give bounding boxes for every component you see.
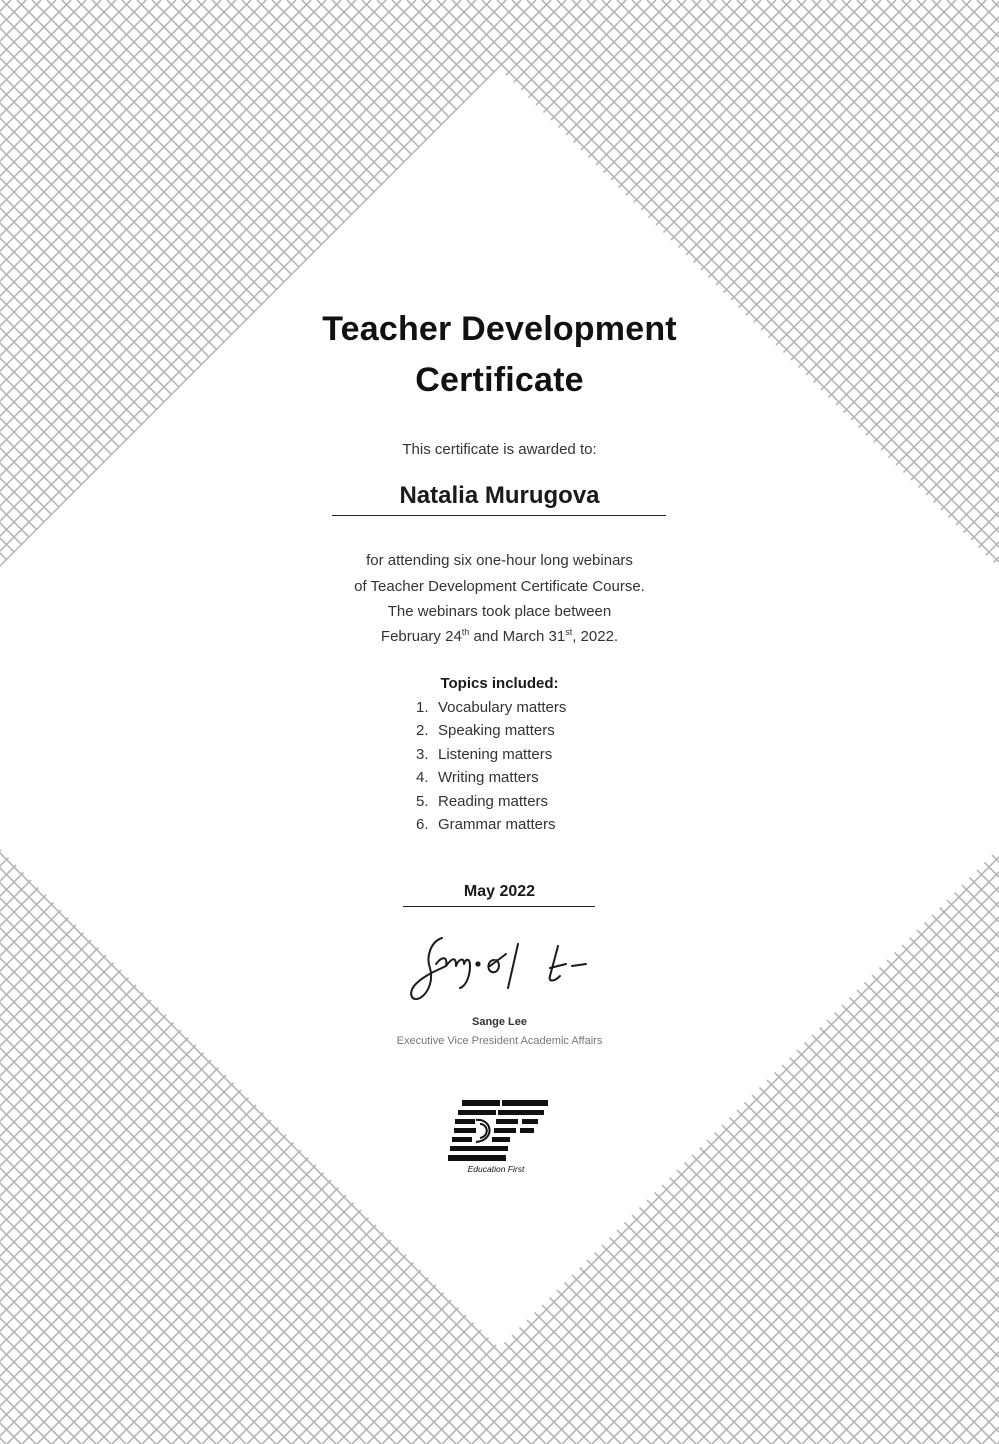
signer-title: Executive Vice President Academic Affairs (396, 1035, 603, 1047)
certificate-title-line1: Teacher Development (322, 310, 677, 348)
recipient-name: Natalia Murugova (399, 482, 600, 509)
topic-number: 3. (416, 746, 429, 763)
date-part: , 2022. (572, 628, 619, 645)
description-date-range (0, 627, 999, 645)
logo-caption: Education First (467, 1164, 525, 1174)
topic-number: 1. (416, 699, 429, 716)
topic-item (416, 746, 552, 763)
date-part: February 24 (380, 628, 462, 645)
signer-name: Sange Lee (471, 1016, 528, 1028)
topics-heading: Topics included: (440, 675, 559, 692)
signature (400, 920, 600, 1010)
name-underline (332, 515, 666, 516)
topic-number: 2. (416, 722, 429, 739)
date-part: and March 31 (469, 628, 566, 645)
topic-item (416, 816, 556, 833)
ordinal-suffix: st (565, 627, 573, 637)
topic-label: Speaking matters (438, 722, 555, 739)
awarded-to-label: This certificate is awarded to: (402, 441, 597, 458)
ef-logo (446, 1096, 552, 1176)
issue-date: May 2022 (463, 883, 536, 900)
topic-label: Reading matters (438, 793, 549, 810)
topic-number: 6. (416, 816, 429, 833)
topic-item (416, 699, 566, 716)
description-line: for attending six one-hour long webinars (366, 552, 633, 569)
topic-item (416, 722, 555, 739)
topic-label: Grammar matters (438, 816, 556, 833)
topic-label: Writing matters (438, 769, 539, 786)
topic-number: 5. (416, 793, 429, 810)
date-underline (403, 906, 595, 907)
description-line: The webinars took place between (387, 603, 612, 620)
topic-item (416, 793, 548, 810)
topic-item (416, 769, 539, 786)
topic-label: Vocabulary matters (438, 699, 567, 716)
certificate-title-line2: Certificate (415, 361, 584, 399)
topic-label: Listening matters (438, 746, 553, 763)
description-line: of Teacher Development Certificate Course. (354, 578, 645, 595)
ordinal-suffix: th (461, 627, 470, 637)
topic-number: 4. (416, 769, 429, 786)
